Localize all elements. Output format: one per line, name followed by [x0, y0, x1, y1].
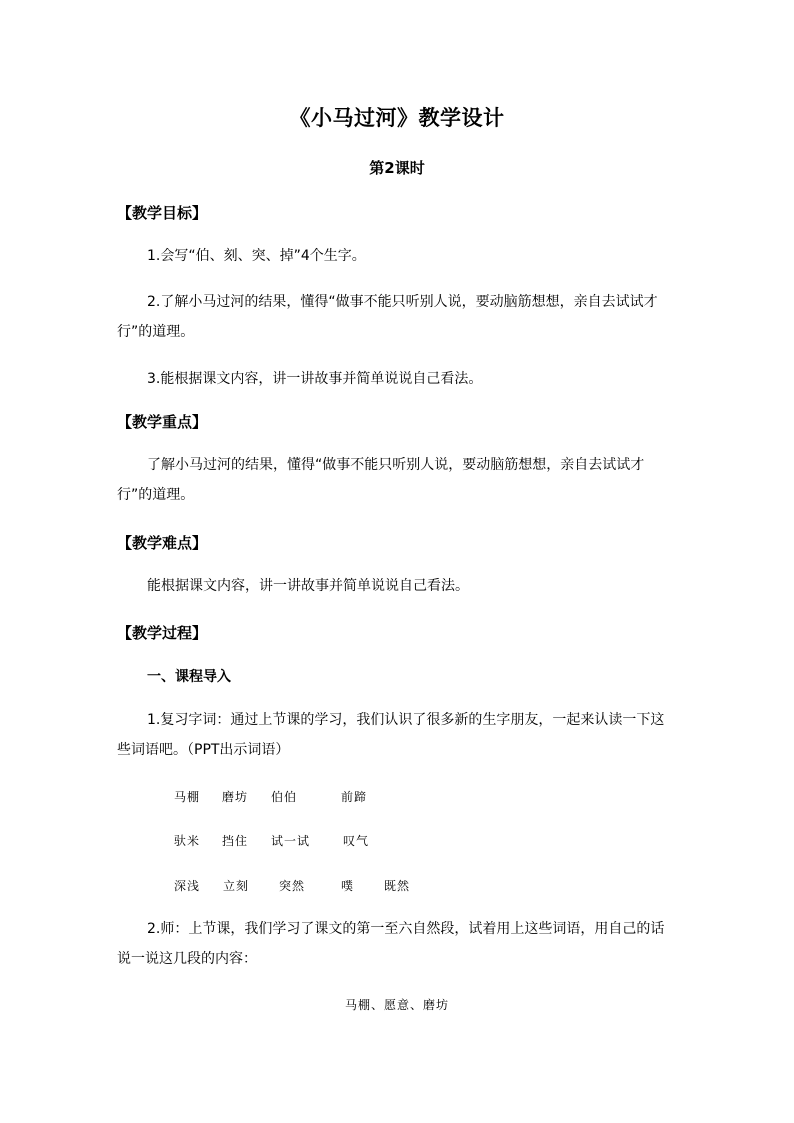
process-step-2: 2.师：上节课，我们学习了课文的第一至六自然段，试着用上这些词语，用自己的话说一说这几段的内容： [117, 921, 665, 967]
vocab-word: 马棚 [174, 790, 201, 804]
vocab-word: 噗 [341, 879, 355, 893]
part1-heading: 一、课程导入 [147, 669, 231, 685]
vocab-word: 既然 [384, 879, 411, 893]
vocab-word: 立刻 [223, 879, 250, 893]
vocab-word: 试一试 [271, 834, 311, 848]
vocab-word: 叹气 [343, 834, 370, 848]
process-step-1: 1.复习字词：通过上节课的学习，我们认识了很多新的生字朋友，一起来认读一下这些词语吧。（PPT出示词语） [117, 712, 665, 758]
objective-item-2: 2.了解小马过河的结果，懂得“做事不能只听别人说，要动脑筋想想，亲自去试试才行”的道理。 [117, 294, 658, 340]
objective-item-1: 1.会写“伯、刻、突、掉”4个生字。 [147, 248, 366, 264]
vocab-word: 驮米 [174, 834, 201, 848]
difficulties-text: 能根据课文内容，讲一讲故事并简单说说自己看法。 [147, 578, 469, 594]
difficulties-heading: 【教学难点】 [117, 534, 208, 552]
vocab-word: 前蹄 [341, 790, 368, 804]
key-points-heading: 【教学重点】 [117, 413, 208, 431]
vocab-word: 深浅 [174, 879, 201, 893]
key-points-text: 了解小马过河的结果，懂得“做事不能只听别人说，要动脑筋想想，亲自去试试才行”的道理。 [117, 457, 645, 503]
vocab-word: 伯伯 [271, 790, 298, 804]
vocab-word: 挡住 [222, 834, 249, 848]
prompt-words: 马棚、愿意、磨坊 [344, 998, 449, 1012]
objectives-heading: 【教学目标】 [117, 204, 208, 222]
document-title: 《小马过河》教学设计 [289, 106, 505, 130]
objective-item-3: 3.能根据课文内容，讲一讲故事并简单说说自己看法。 [147, 371, 483, 387]
process-heading: 【教学过程】 [117, 624, 208, 642]
vocab-word: 突然 [279, 879, 306, 893]
lesson-period: 第2课时 [369, 159, 425, 177]
vocab-word: 磨坊 [222, 790, 249, 804]
